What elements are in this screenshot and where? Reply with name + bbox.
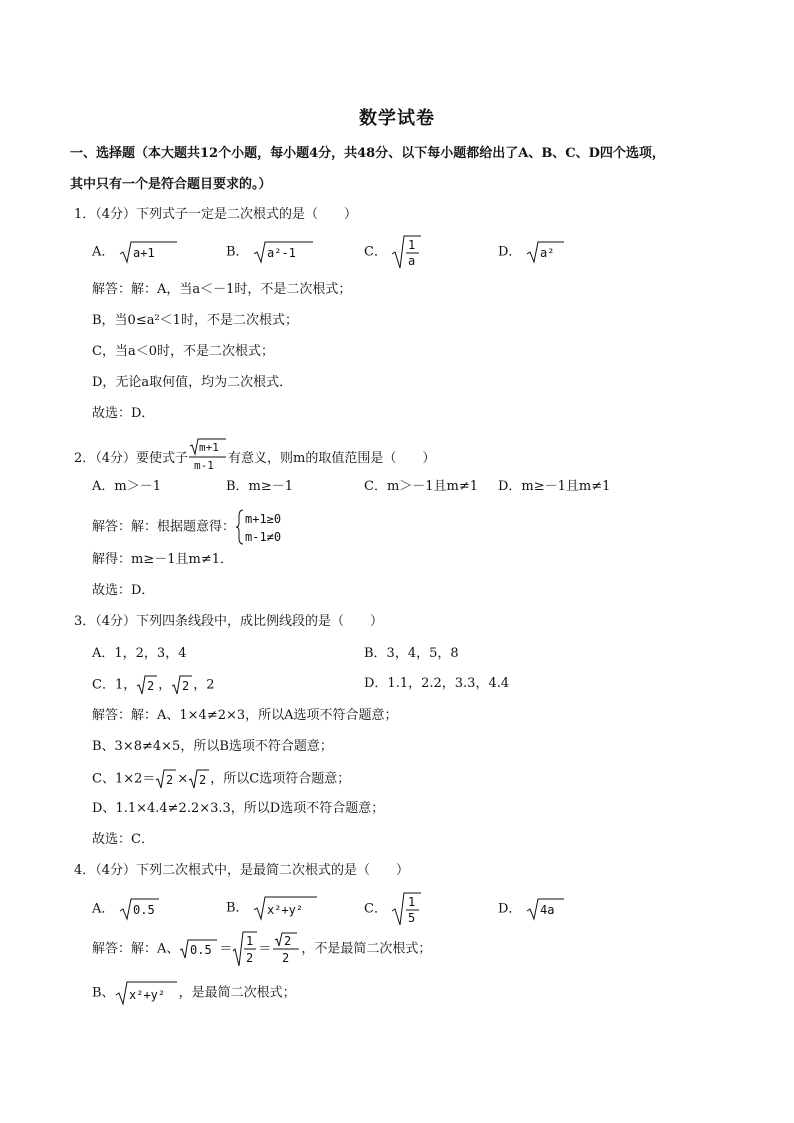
radical-sign <box>391 234 423 270</box>
q1-option-b-label: B． <box>226 244 249 260</box>
q4-solution-radicand: 0.5 <box>190 943 213 957</box>
q4-solution-frac2-denominator: 2 <box>282 951 290 965</box>
equation-system <box>235 508 315 546</box>
q4-option-c-denominator: 5 <box>408 911 416 925</box>
q3-solution-line3-suffix: ，所以C选项符合题意； <box>210 771 351 787</box>
radical-sign <box>179 938 219 960</box>
section-heading-line2: 其中只有一个是符合题目要求的。） <box>70 177 272 192</box>
q4-solution-frac1-denominator: 2 <box>246 951 254 965</box>
q2-inequality-1: m+1≥0 <box>245 512 282 526</box>
q2-solution-line1 <box>92 508 315 544</box>
q2-fraction-numerator: m+1 <box>199 441 219 454</box>
q1-option-c-numerator: 1 <box>408 238 416 252</box>
q1-option-c-label: C． <box>364 244 387 260</box>
q3-solution-line4: D、1.1×4.4≠2.2×3.3，所以D选项不符合题意； <box>92 801 385 816</box>
q1-option-a <box>92 240 179 264</box>
radical-sign <box>115 980 179 1006</box>
q2-inequality-2: m-1≠0 <box>245 530 282 544</box>
q2-answer: 故选：D． <box>92 583 155 598</box>
q3-solution-line3-prefix: C、1×2＝ <box>92 771 156 787</box>
radical-sign <box>253 240 315 264</box>
fraction-with-radical <box>271 930 301 968</box>
q4-solution-frac1-numerator: 1 <box>246 934 254 948</box>
q4-option-d <box>498 897 566 921</box>
q3-option-c-suffix: ，2 <box>193 677 215 693</box>
q3-option-c-radicand-2: 2 <box>182 679 190 693</box>
q4-option-b <box>226 895 319 921</box>
q1-solution-line3: C，当a＜0时，不是二次根式； <box>92 344 274 359</box>
q2-option-c: C．m＞－1且m≠1 <box>364 479 479 494</box>
q3-option-d: D．1.1，2.2，3.3，4.4 <box>364 676 510 691</box>
q2-option-b: B．m≥－1 <box>226 479 294 494</box>
q1-option-b-radicand: a²-1 <box>266 246 296 260</box>
q1-stem: 1．（4分）下列式子一定是二次根式的是（ ） <box>74 207 358 222</box>
q3-option-c <box>92 674 215 696</box>
q4-option-d-label: D． <box>498 901 522 917</box>
q1-option-d-label: D． <box>498 244 522 260</box>
q4-stem: 4．（4分）下列二次根式中，是最简二次根式的是（ ） <box>74 863 410 878</box>
q4-option-c-numerator: 1 <box>408 895 416 909</box>
radical-sign <box>526 240 566 264</box>
q4-option-b-label: B． <box>226 900 249 916</box>
radical-sign <box>253 895 319 921</box>
q4-solution-line2-radicand: x²+y² <box>128 988 165 1002</box>
q4-solution-frac2-numerator: 2 <box>284 934 292 948</box>
q2-fraction-denominator: m-1 <box>194 459 214 472</box>
q1-option-a-radicand: a+1 <box>132 246 155 260</box>
q2-stem-prefix: 2．（4分）要使式子 <box>74 451 189 466</box>
q2-solution-line2: 解得：m≥－1且m≠1． <box>92 552 233 567</box>
q3-solution-line1: 解答：解：A、1×4≠2×3，所以A选项不符合题意； <box>92 708 398 723</box>
q1-option-c-denominator: a <box>408 254 416 268</box>
q4-solution-line2 <box>92 980 296 1006</box>
q4-option-b-radicand: x²+y² <box>266 903 303 917</box>
times-sign: × <box>177 771 189 787</box>
q2-stem <box>74 438 435 474</box>
q1-option-a-label: A． <box>92 244 115 260</box>
q3-option-c-prefix: C．1， <box>92 677 137 693</box>
radical-sign <box>391 891 423 927</box>
q3-stem: 3．（4分）下列四条线段中，成比例线段的是（ ） <box>74 614 384 629</box>
q1-solution-line2: B，当0≤a²＜1时，不是二次根式； <box>92 313 298 328</box>
q1-option-c <box>364 234 423 270</box>
q3-answer: 故选：C． <box>92 832 154 847</box>
radical-sign <box>526 897 566 921</box>
q2-option-d: D．m≥－1且m≠1 <box>498 479 611 494</box>
equals-sign: ＝ <box>219 941 233 957</box>
q3-solution-line2: B、3×8≠4×5，所以B选项不符合题意； <box>92 739 333 754</box>
q4-option-c <box>364 891 423 927</box>
q3-solution-line3 <box>92 768 350 790</box>
comma: ， <box>158 677 172 693</box>
q4-solution-line1 <box>92 930 431 968</box>
q4-option-a <box>92 897 161 921</box>
q1-option-d <box>498 240 566 264</box>
radical-sign <box>188 768 210 790</box>
q4-option-a-radicand: 0.5 <box>132 903 155 917</box>
q4-option-c-label: C． <box>364 901 387 917</box>
q1-option-d-radicand: a² <box>539 246 555 260</box>
radical-fraction <box>232 930 258 968</box>
q2-option-a: A．m＞－1 <box>92 479 161 494</box>
q3-solution-radicand-1: 2 <box>166 773 174 787</box>
q4-solution-line2-suffix: ，是最简二次根式； <box>178 985 296 1001</box>
q4-option-d-radicand: 4a <box>539 903 555 917</box>
radical-sign <box>171 674 193 696</box>
q4-solution-line1-suffix: ，不是最简二次根式； <box>301 941 432 957</box>
section-heading-line1: 一、选择题（本大题共12个小题，每小题4分，共48分、以下每小题都给出了A、B、C、D四个选项， <box>70 146 665 161</box>
radical-sign <box>136 674 158 696</box>
q3-solution-radicand-2: 2 <box>199 773 207 787</box>
radical-sign <box>119 897 161 921</box>
page-title: 数学试卷 <box>359 108 435 129</box>
q1-option-b <box>226 240 315 264</box>
radical-sign <box>155 768 177 790</box>
q1-solution-line1: 解答：解：A，当a＜－1时，不是二次根式； <box>92 282 352 297</box>
q2-solution-prefix: 解答：解：根据题意得： <box>92 519 236 535</box>
q1-answer: 故选：D． <box>92 406 155 421</box>
q4-solution-line2-prefix: B、 <box>92 985 115 1001</box>
equals-sign: ＝ <box>258 941 272 957</box>
fraction-expression <box>188 438 228 474</box>
q3-option-c-radicand-1: 2 <box>147 679 155 693</box>
radical-sign <box>119 240 179 264</box>
q3-option-a: A．1，2，3，4 <box>92 646 187 661</box>
q4-option-a-label: A． <box>92 901 115 917</box>
q3-option-b: B．3，4，5，8 <box>364 646 459 661</box>
q2-stem-suffix: 有意义，则m的取值范围是（ ） <box>228 451 436 466</box>
q4-solution-line1-prefix: 解答：解：A、 <box>92 941 180 957</box>
q1-solution-line4: D，无论a取何值，均为二次根式． <box>92 375 293 390</box>
